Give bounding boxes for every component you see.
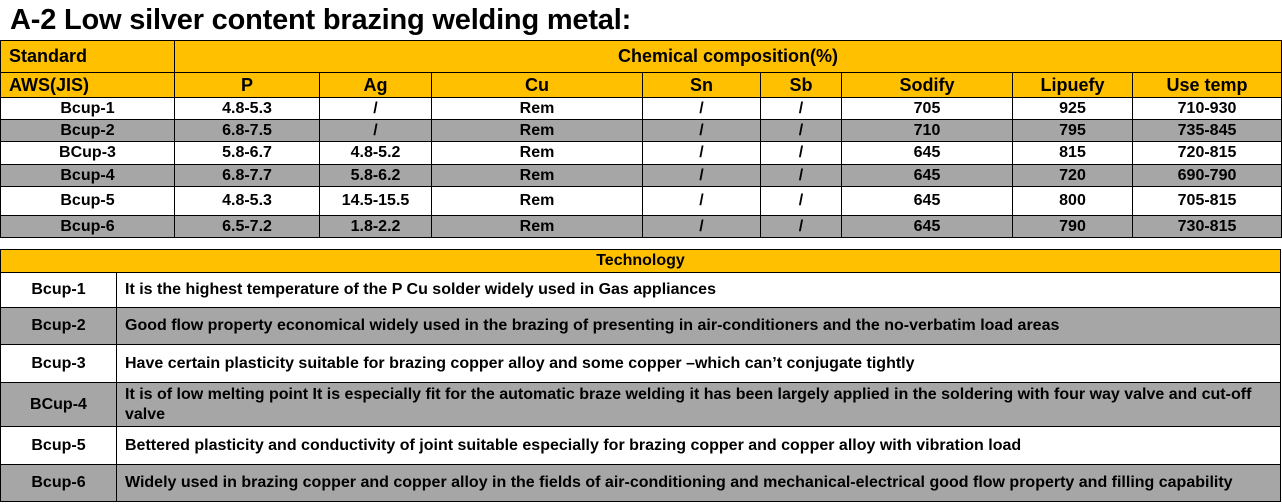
cell: 6.5-7.2 [175,216,320,238]
cell: 4.8-5.3 [175,187,320,216]
cell: 14.5-15.5 [320,187,432,216]
cell: Bcup-2 [1,120,175,142]
cell: 5.8-6.7 [175,142,320,165]
cell: Rem [432,98,643,120]
cell: 6.8-7.7 [175,165,320,187]
cell: / [643,187,761,216]
cell: / [761,98,842,120]
tech-description: Widely used in brazing copper and copper alloy in the fields of air-conditioning and mechanical-electrical good flow property and filling capability [117,465,1281,502]
tech-code: Bcup-1 [1,273,117,308]
col-header-cu: Cu [432,73,643,98]
col-header-sb: Sb [761,73,842,98]
cell: / [643,142,761,165]
table-row [1,383,1281,427]
cell: 925 [1013,98,1133,120]
cell: Rem [432,142,643,165]
cell: Rem [432,216,643,238]
cell: Bcup-5 [1,187,175,216]
cell: BCup-3 [1,142,175,165]
col-header-aws: AWS(JIS) [1,73,175,98]
cell: / [643,120,761,142]
cell: / [761,216,842,238]
table-row [1,216,1282,238]
chemical-composition-header: Chemical composition(%) [175,41,1282,73]
col-header-sn: Sn [643,73,761,98]
tech-code: Bcup-5 [1,427,117,465]
cell: / [643,165,761,187]
table-row [1,273,1281,308]
cell: 710 [842,120,1013,142]
col-header-sodify: Sodify [842,73,1013,98]
cell: 5.8-6.2 [320,165,432,187]
col-header-use-temp: Use temp [1133,73,1282,98]
technology-table [0,249,1281,502]
cell: 1.8-2.2 [320,216,432,238]
page-title: A-2 Low silver content brazing welding metal: [10,4,632,36]
table-row [1,427,1281,465]
tech-description: Bettered plasticity and conductivity of joint suitable especially for brazing copper and copper alloy with vibration load [117,427,1281,465]
table-row [1,345,1281,383]
cell: / [643,216,761,238]
cell: 645 [842,216,1013,238]
table-row [1,98,1282,120]
cell: Rem [432,120,643,142]
cell: 705-815 [1133,187,1282,216]
composition-header-row [1,41,1282,73]
col-header-ag: Ag [320,73,432,98]
composition-table [0,40,1282,238]
table-row [1,165,1282,187]
cell: 645 [842,165,1013,187]
cell: 705 [842,98,1013,120]
cell: Bcup-6 [1,216,175,238]
standard-header: Standard [1,41,175,73]
technology-header-row [1,250,1281,273]
col-header-lipuefy: Lipuefy [1013,73,1133,98]
cell: 730-815 [1133,216,1282,238]
tech-code: BCup-4 [1,383,117,427]
cell: 4.8-5.3 [175,98,320,120]
table-row [1,142,1282,165]
tech-description: It is the highest temperature of the P Cu solder widely used in Gas appliances [117,273,1281,308]
cell: / [761,187,842,216]
cell: Bcup-1 [1,98,175,120]
tech-description: Good flow property economical widely used in the brazing of presenting in air-conditioners and the no-verbatim load areas [117,308,1281,345]
cell: 710-930 [1133,98,1282,120]
tech-description: It is of low melting point It is especially fit for the automatic braze welding it has been largely applied in the soldering with four way valve and cut-off valve [117,383,1281,427]
table-row [1,187,1282,216]
cell: / [643,98,761,120]
cell: 645 [842,142,1013,165]
cell: Rem [432,165,643,187]
cell: / [761,120,842,142]
cell: 720 [1013,165,1133,187]
cell: 6.8-7.5 [175,120,320,142]
cell: / [761,142,842,165]
tech-description: Have certain plasticity suitable for brazing copper alloy and some copper –which can’t conjugate tightly [117,345,1281,383]
cell: 800 [1013,187,1133,216]
table-row [1,465,1281,502]
cell: 690-790 [1133,165,1282,187]
table-row [1,308,1281,345]
cell: 645 [842,187,1013,216]
column-header-row [1,73,1282,98]
cell: 735-845 [1133,120,1282,142]
cell: 795 [1013,120,1133,142]
cell: 4.8-5.2 [320,142,432,165]
cell: 790 [1013,216,1133,238]
tech-code: Bcup-6 [1,465,117,502]
table-row [1,120,1282,142]
cell: / [320,120,432,142]
tech-code: Bcup-3 [1,345,117,383]
cell: 720-815 [1133,142,1282,165]
tech-code: Bcup-2 [1,308,117,345]
cell: / [761,165,842,187]
cell: / [320,98,432,120]
cell: 815 [1013,142,1133,165]
cell: Bcup-4 [1,165,175,187]
technology-header: Technology [1,250,1281,273]
cell: Rem [432,187,643,216]
col-header-p: P [175,73,320,98]
